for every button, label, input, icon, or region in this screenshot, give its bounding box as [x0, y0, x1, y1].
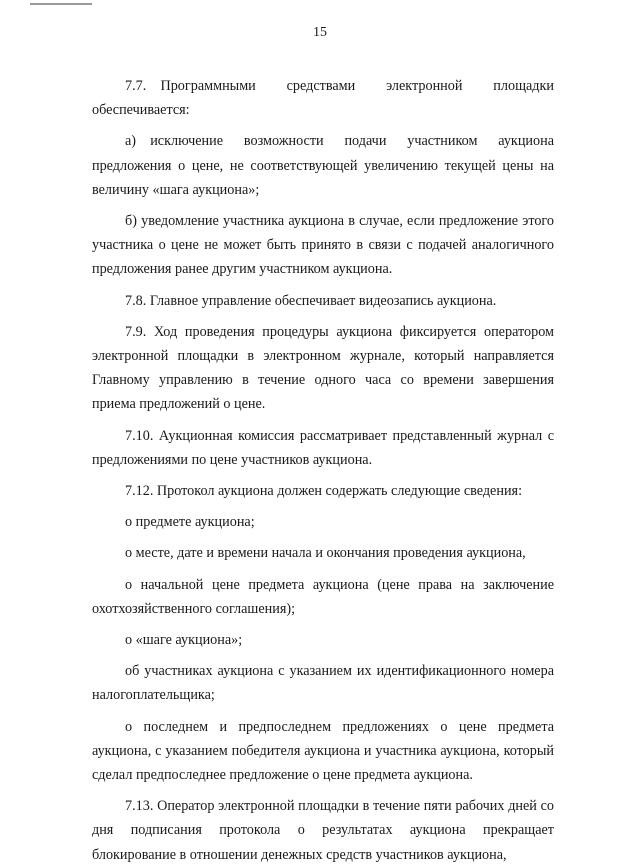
- paragraph-7-9: 7.9. Ход проведения процедуры аукциона фиксируется оператором электронной площадки в электронном журнале, который направляется Главному управлению в течение одного часа со времени завершения приема предложений о цене.: [92, 323, 554, 413]
- list-item-initial-price: о начальной цене предмета аукциона (цене права на заключение охотхозяйственного соглашения);: [92, 576, 554, 617]
- paragraph-7-8: 7.8. Главное управление обеспечивает видеозапись аукциона.: [125, 292, 497, 309]
- paragraph-7-7-a: а) исключение возможности подачи участником аукциона предложения о цене, не соответствующей увеличению текущей цены на величину «шага аукциона»;: [92, 133, 554, 198]
- list-item-auction-step: о «шаге аукциона»;: [125, 632, 243, 649]
- list-item-place-date-time: о месте, дате и времени начала и окончания проведения аукциона,: [125, 545, 526, 562]
- page-number: 15: [313, 25, 327, 40]
- list-item-last-offers: о последнем и предпоследнем предложениях о цене предмета аукциона, с указанием победителя аукциона и участника аукциона, который сделал предпоследнее предложение о цене предмета аукциона.: [92, 718, 554, 784]
- paragraph-7-13: 7.13. Оператор электронной площадки в течение пяти рабочих дней со дня подписания протокола о результатах аукциона прекращает блокирование в отношении денежных средств участников аукциона,: [92, 798, 554, 863]
- paragraph-7-10: 7.10. Аукционная комиссия рассматривает представленный журнал с предложениями по цене участников аукциона.: [92, 427, 554, 468]
- document-body: [92, 74, 554, 867]
- paragraph-7-12: 7.12. Протокол аукциона должен содержать следующие сведения:: [125, 483, 523, 500]
- scan-artifact-line: [30, 3, 92, 5]
- list-item-subject: о предмете аукциона;: [125, 514, 255, 531]
- list-item-participants: об участниках аукциона с указанием их идентификационного номера налогоплательщика;: [92, 663, 554, 704]
- paragraph-7-7: 7.7. Программными средствами электронной площадки обеспечивается:: [92, 78, 554, 119]
- paragraph-7-7-b: б) уведомление участника аукциона в случае, если предложение этого участника о цене не может быть принято в связи с подачей аналогичного предложения ранее другим участником аукциона.: [92, 213, 554, 278]
